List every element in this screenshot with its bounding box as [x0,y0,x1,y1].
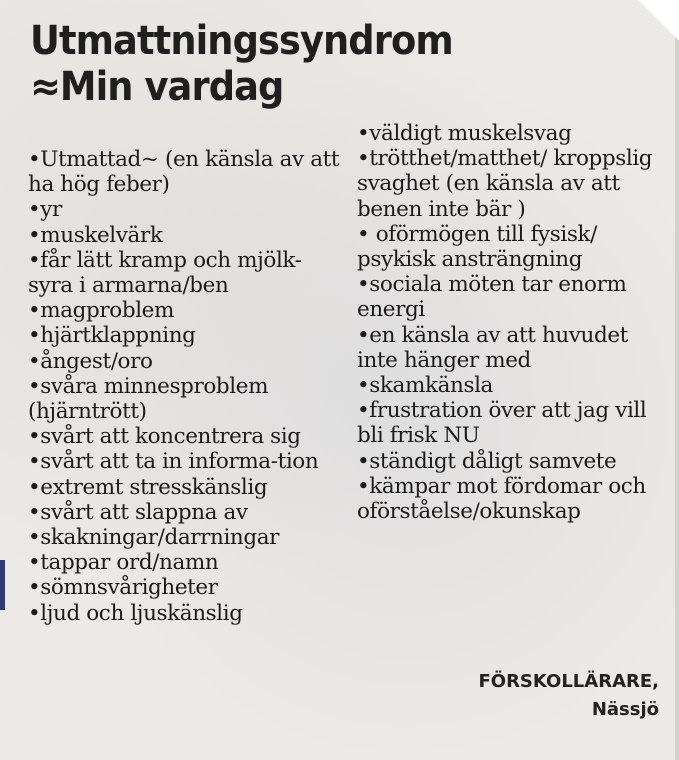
article-title [30,18,453,110]
list-item: •skamkänsla [357,373,493,399]
title-line-1: Utmattningssyndrom [30,18,453,64]
author-signature [478,668,659,724]
list-item: •svårt att slappna av [28,499,248,525]
page-edge [675,0,679,760]
symptom-list-right [357,121,657,524]
list-item: •en känsla av att huvudet inte hänger med [357,322,628,373]
list-item: •svårt att ta in informa-tion [28,449,319,475]
list-item: •svårt att koncentrera sig [28,424,301,450]
list-item: •ljud och ljuskänslig [28,600,243,626]
list-item: •svåra minnesproblem (hjärntrött) [28,373,269,425]
title-line-2: ≈Min vardag [30,64,284,110]
symptom-list-left [28,147,344,626]
list-item: •Utmattad~ (en känsla av att ha hög feber) [28,147,340,198]
list-item: •ständigt dåligt samvete [357,448,617,474]
list-item: •trötthet/matthet/ kroppslig svaghet (en känsla av att benen inte bär ) [357,146,653,222]
list-item: •tappar ord/namn [28,550,219,576]
list-item: •magproblem [28,298,174,324]
list-item: •frustration över att jag vill bli frisk NU [357,398,647,449]
list-item: •sömnsvårigheter [28,575,218,601]
list-item: •väldigt muskelsvag [357,121,572,146]
list-item: •sociala möten tar enorm energi [357,272,627,323]
list-item: •yr [28,197,62,223]
list-item: •får lätt kramp och mjölk-syra i armarna/ben [28,247,302,299]
list-item: •kämpar mot fördomar och oförståelse/okunskap [357,473,646,525]
author-place: Nässjö [591,699,659,720]
list-item: •ångest/oro [28,348,153,374]
torn-corner [619,0,679,40]
ink-bleed-mark [0,560,5,610]
list-item: • oförmögen till fysisk/ psykisk ansträngning [357,221,597,273]
author-role: FÖRSKOLLÄRARE, [478,671,659,692]
list-item: •skakningar/darrningar [28,525,280,551]
list-item: •extremt stresskänslig [28,474,268,500]
list-item: •hjärtklappning [28,323,196,349]
list-item: •muskelvärk [28,222,163,248]
